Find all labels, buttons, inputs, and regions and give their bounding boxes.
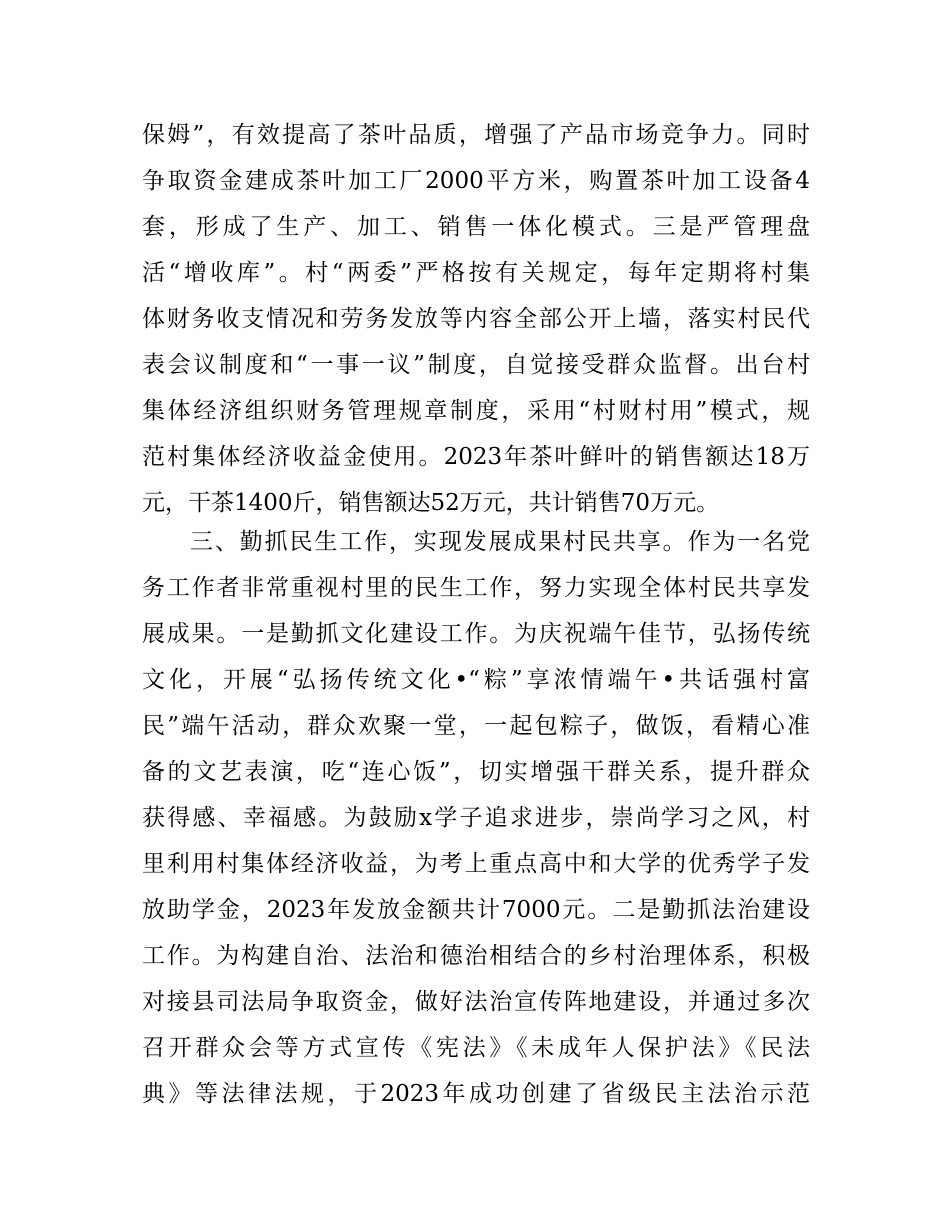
text-line: 套，形成了生产、加工、销售一体化模式。三是严管理盘 (142, 214, 810, 240)
text-line: 民”端午活动，群众欢聚一堂，一起包粽子，做饭，看精心准 (142, 713, 810, 739)
text-line: 表会议制度和“一事一议”制度，自觉接受群众监督。出台村 (142, 352, 810, 378)
text-line: 三、勤抓民生工作，实现发展成果村民共享。作为一名党 (190, 529, 810, 555)
text-line: 展成果。一是勤抓文化建设工作。为庆祝端午佳节，弘扬传统 (142, 621, 810, 647)
text-line: 务工作者非常重视村里的民生工作，努力实现全体村民共享发 (142, 575, 810, 601)
text-line: 备的文艺表演，吃“连心饭”，切实增强干群关系，提升群众 (142, 759, 810, 785)
text-line: 获得感、幸福感。为鼓励x学子追求进步，崇尚学习之风，村 (142, 805, 810, 831)
text-line: 集体经济组织财务管理规章制度，采用“村财村用”模式，规 (142, 398, 810, 424)
text-line: 对接县司法局争取资金，做好法治宣传阵地建设，并通过多次 (142, 989, 810, 1015)
text-line: 活“增收库”。村“两委”严格按有关规定，每年定期将村集 (142, 260, 810, 286)
text-line: 典》等法律法规，于2023年成功创建了省级民主法治示范 (142, 1081, 810, 1107)
text-line: 放助学金，2023年发放金额共计7000元。二是勤抓法治建设 (142, 897, 810, 923)
paragraph-tea-industry (142, 112, 810, 526)
text-line: 范村集体经济收益金使用。2023年茶叶鲜叶的销售额达18万 (142, 444, 810, 470)
text-line: 召开群众会等方式宣传《宪法》《未成年人保护法》《民法 (142, 1035, 810, 1061)
text-line: 体财务收支情况和劳务发放等内容全部公开上墙，落实村民代 (142, 306, 810, 332)
text-line: 元，干茶1400斤，销售额达52万元，共计销售70万元。 (142, 490, 720, 516)
text-line: 争取资金建成茶叶加工厂2000平方米，购置茶叶加工设备4 (142, 168, 810, 194)
text-line: 保姆”，有效提高了茶叶品质，增强了产品市场竞争力。同时 (142, 122, 810, 148)
paragraph-livelihood-work (142, 519, 810, 1117)
text-line: 里利用村集体经济收益，为考上重点高中和大学的优秀学子发 (142, 851, 810, 877)
text-line: 工作。为构建自治、法治和德治相结合的乡村治理体系，积极 (142, 943, 810, 969)
text-line: 文化，开展“弘扬传统文化•“粽”享浓情端午•共话强村富 (142, 667, 810, 693)
